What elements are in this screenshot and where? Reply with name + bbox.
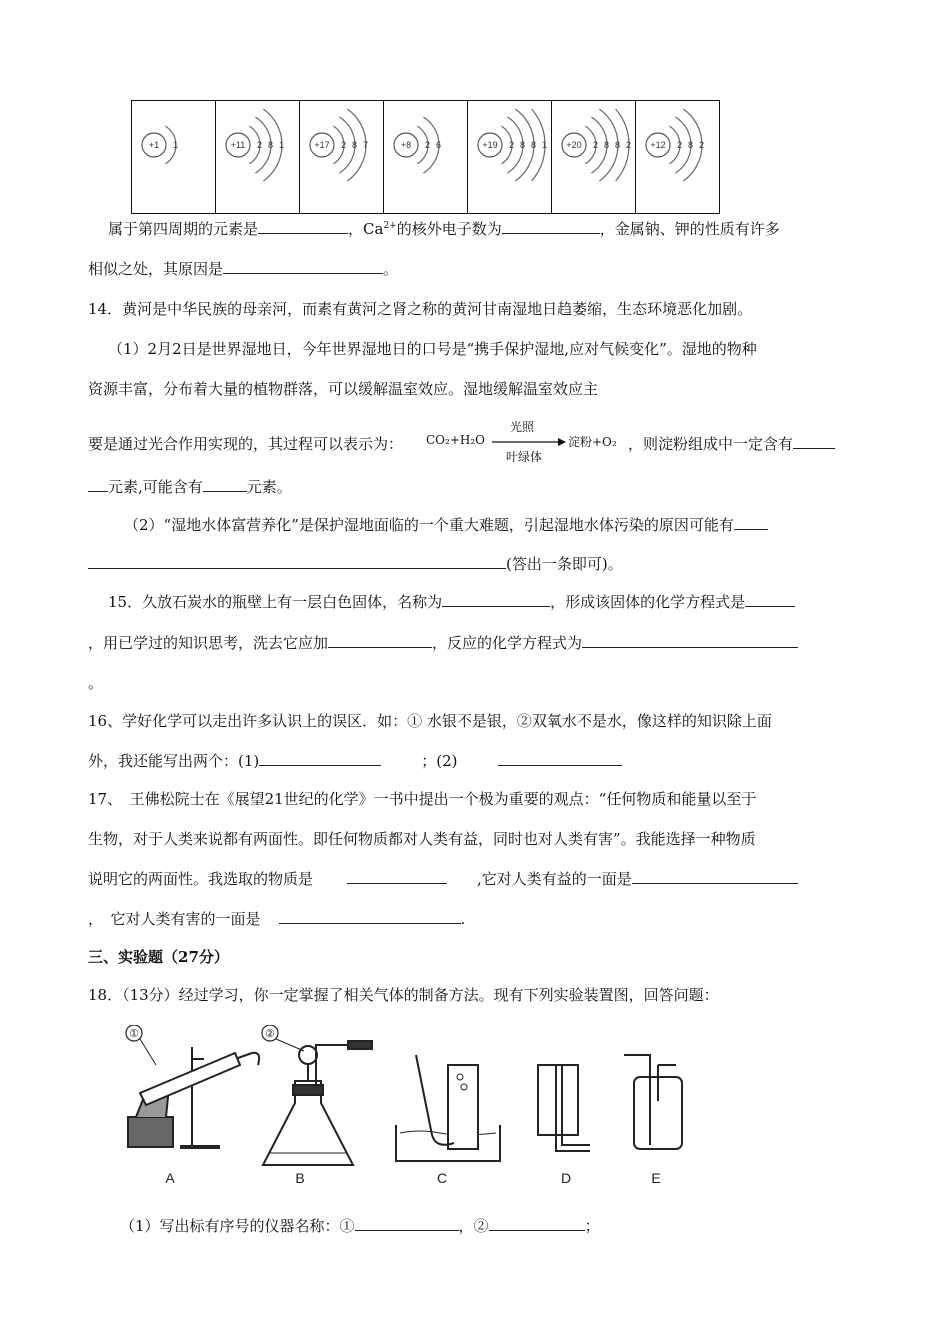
answer-blank[interactable] — [279, 909, 461, 924]
apparatus-label-d: D — [560, 1170, 572, 1185]
answer-blank[interactable] — [498, 751, 622, 766]
q15-text: 15．久放石炭水的瓶壁上有一层白色固体，名称为 — [108, 593, 443, 611]
q18-p1 — [120, 1215, 600, 1236]
q13-text: 。 — [383, 260, 399, 278]
shell-electron-count: 8 — [520, 140, 526, 150]
answer-blank[interactable] — [355, 1216, 459, 1231]
q13-line2 — [88, 258, 398, 279]
q18-text: ，② — [458, 1217, 489, 1235]
q14-text: (答出一条即可)。 — [506, 555, 623, 573]
atom-cell — [636, 101, 720, 214]
q15-line3: 。 — [88, 674, 104, 692]
shell-electron-count: 2 — [509, 140, 515, 150]
shell-electron-count: 8 — [531, 140, 537, 150]
q14-intro: 14．黄河是中华民族的母亲河，而素有黄河之肾之称的黄河甘南湿地日趋萎缩，生态环境恶化加剧。 — [88, 300, 753, 318]
shell-electron-count: 2 — [257, 140, 263, 150]
nucleus-charge: +1 — [148, 140, 160, 150]
q17-line4 — [88, 908, 465, 929]
shell-electron-count: 2 — [425, 140, 431, 150]
q18-text: ； — [584, 1217, 600, 1235]
shell-electron-count: 2 — [626, 140, 632, 150]
apparatus-label-c: C — [436, 1170, 448, 1185]
nucleus-charge: +17 — [314, 140, 330, 150]
q17-line3 — [88, 868, 798, 889]
photosynthesis-equation — [426, 418, 626, 466]
atom-cell — [468, 101, 552, 214]
reaction-arrow-icon — [492, 438, 566, 446]
shell-electron-count: 6 — [436, 140, 442, 150]
answer-blank[interactable] — [442, 592, 550, 607]
q14-p1c: 要是通过光合作用实现的，其过程可以表示为： — [88, 435, 404, 453]
q17-line1: 17、 王佛松院士在《展望21世纪的化学》一书中提出一个极为重要的观点：“任何物质和能量以至于 — [88, 790, 757, 808]
q14-p2a — [124, 514, 768, 535]
answer-blank[interactable] — [88, 554, 506, 569]
answer-blank[interactable] — [259, 751, 381, 766]
atom-diagram — [300, 101, 383, 213]
apparatus-label-b: B — [295, 1170, 305, 1185]
nucleus-charge: +11 — [230, 140, 246, 150]
nucleus-charge: +19 — [482, 140, 498, 150]
atom-diagram — [132, 101, 215, 213]
q14-p1a: （1）2月2日是世界湿地日，今年世界湿地日的口号是“携手保护湿地,应对气候变化”。湿地的物种 — [108, 340, 757, 358]
atom-cell — [552, 101, 636, 214]
q15-text: ，形成该固体的化学方程式是 — [550, 593, 746, 611]
answer-blank[interactable] — [734, 515, 768, 530]
charge-superscript: 2+ — [383, 221, 397, 231]
q14-text: 元素,可能含有 — [108, 478, 203, 496]
answer-blank[interactable] — [502, 219, 600, 234]
apparatus-a — [126, 1025, 259, 1147]
atom-cell — [132, 101, 216, 214]
shell-electron-count: 1 — [279, 140, 285, 150]
q13-text: 的核外电子数为 — [396, 220, 502, 238]
atom-cell — [300, 101, 384, 214]
q14-text: 元素。 — [246, 478, 292, 496]
atom-diagram — [468, 101, 551, 213]
answer-blank[interactable] — [632, 869, 798, 884]
shell-electron-count: 1 — [173, 140, 179, 150]
atom-diagram — [384, 101, 467, 213]
apparatus-d — [538, 1065, 590, 1151]
apparatus-c — [396, 1055, 500, 1161]
answer-blank[interactable] — [582, 633, 798, 648]
q14-p1b: 资源丰富，分布着大量的植物群落，可以缓解温室效应。湿地缓解温室效应主 — [88, 380, 599, 398]
answer-blank[interactable] — [793, 434, 835, 449]
atom-cell — [216, 101, 300, 214]
atom-diagram — [216, 101, 299, 213]
q18-intro: 18．（13分）经过学习，你一定掌握了相关气体的制备方法。现有下列实验装置图，回答问题： — [88, 986, 719, 1004]
answer-blank[interactable] — [203, 477, 247, 492]
q18-text: （1）写出标有序号的仪器名称：① — [120, 1217, 355, 1235]
lab-apparatus-figure — [120, 1025, 700, 1185]
q17-text: ,它对人类有益的一面是 — [477, 870, 632, 888]
eq-condition-top: 光照 — [510, 420, 535, 434]
q13-text: ，金属钠、钾的性质有许多 — [599, 220, 780, 238]
q17-text: . — [460, 910, 466, 928]
q15-text: ，反应的化学方程式为 — [432, 634, 583, 652]
answer-blank[interactable] — [328, 633, 432, 648]
instrument-mark-2: ② — [265, 1028, 275, 1040]
q14-p1e — [88, 476, 292, 497]
q13-text: ，Ca — [348, 220, 384, 238]
q16-text: 外，我还能写出两个：(1) — [88, 752, 260, 770]
eq-reactants: CO₂+H₂O — [426, 433, 485, 447]
q15-text: ，用已学过的知识思考，洗去它应加 — [88, 634, 329, 652]
atom-diagram — [636, 101, 719, 213]
q16-text: ；(2) — [421, 752, 458, 770]
q14-p1d — [628, 433, 835, 454]
apparatus-b — [262, 1025, 372, 1165]
atom-structure-table — [131, 100, 720, 214]
eq-condition-bottom: 叶绿体 — [506, 450, 543, 464]
apparatus-label-a: A — [165, 1170, 175, 1185]
shell-electron-count: 8 — [352, 140, 358, 150]
answer-blank[interactable] — [347, 869, 447, 884]
q17-text: ， 它对人类有害的一面是 — [88, 910, 261, 928]
shell-electron-count: 2 — [593, 140, 599, 150]
nucleus-charge: +20 — [566, 140, 582, 150]
q13-text: 属于第四周期的元素是 — [108, 220, 259, 238]
shell-electron-count: 7 — [363, 140, 369, 150]
apparatus-label-e: E — [651, 1170, 661, 1185]
eq-products: 淀粉+O₂ — [568, 435, 617, 449]
q17-line2: 生物，对于人类来说都有两面性。即任何物质都对人类有益，同时也对人类有害”。我能选择一种物质 — [88, 830, 756, 848]
q15-line2 — [88, 632, 798, 653]
answer-blank[interactable] — [88, 477, 108, 492]
q13-text: 相似之处，其原因是 — [88, 260, 224, 278]
shell-electron-count: 1 — [542, 140, 548, 150]
q14-p2b — [88, 553, 623, 574]
answer-blank[interactable] — [489, 1216, 585, 1231]
answer-blank[interactable] — [223, 259, 383, 274]
nucleus-charge: +12 — [650, 140, 666, 150]
q14-text: ，则淀粉组成中一定含有 — [628, 435, 794, 453]
q14-text: （2）“湿地水体富营养化”是保护湿地面临的一个重大难题，引起湿地水体污染的原因可能有 — [124, 516, 734, 534]
q17-text: 说明它的两面性。我选取的物质是 — [88, 870, 314, 888]
shell-electron-count: 2 — [699, 140, 705, 150]
atom-diagram — [552, 101, 635, 213]
q15-line1 — [108, 591, 795, 612]
section-heading: 三、实验题（27分） — [88, 948, 229, 966]
shell-electron-count: 8 — [268, 140, 274, 150]
shell-electron-count: 8 — [688, 140, 694, 150]
q16-line2 — [88, 750, 622, 771]
shell-electron-count: 2 — [677, 140, 683, 150]
shell-electron-count: 8 — [604, 140, 610, 150]
atom-cell — [384, 101, 468, 214]
instrument-mark-1: ① — [129, 1028, 139, 1040]
q16-line1: 16、学好化学可以走出许多认识上的误区．如：① 水银不是银，②双氧水不是水，像这样的知识除上面 — [88, 712, 772, 730]
q13-line1 — [108, 218, 780, 239]
answer-blank[interactable] — [258, 219, 348, 234]
apparatus-e — [624, 1055, 682, 1149]
nucleus-charge: +8 — [400, 140, 412, 150]
shell-electron-count: 2 — [341, 140, 347, 150]
shell-electron-count: 8 — [615, 140, 621, 150]
answer-blank[interactable] — [745, 592, 795, 607]
